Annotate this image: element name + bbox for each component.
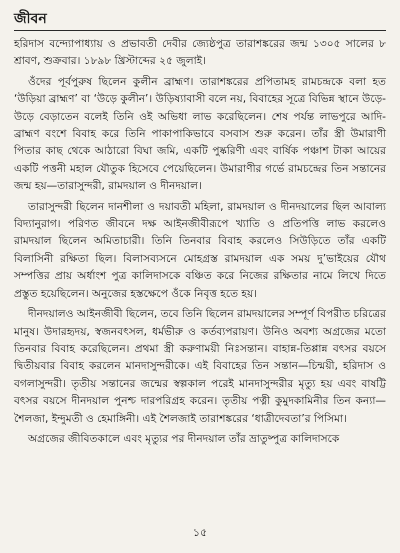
running-header	[14, 10, 386, 31]
paragraph-birth: হরিদাস বন্দ্যোপাধ্যায় ও প্রভাবতী দেবীর জ্যেষ্ঠপুত্র তারাশঙ্করের জন্ম ১৩০৫ সালের ৮ শ্রাবণ, শুক্রবার। ১৮৯৮ খ্রিস্টাব্দের ২৫ জুলাই।	[14, 38, 386, 68]
paragraph-taramasundari-ramdayal: তারাসুন্দরী ছিলেন দানশীলা ও দয়াবতী মহিলা, রামদয়াল ও দীনদয়ালের ছিল আবাল্য বিদ্যানুরাগ। পরিণত জীবনে দক্ষ আইনজীবীরূপে খ্যাতি ও প্রতিপত্তি লাভ করলেও রামদয়াল ছিলেন অমিতাচারী। তিনি তিনবার বিবাহ করলেও সিউড়িতে তাঁর একটি বিলাসিনী রক্ষিতা ছিল। বিলাসব্যসনে মোহগ্রস্ত রামদয়াল এক সময় দু’ভাইয়ের যৌথ সম্পত্তির প্রায় অর্ধাংশ পুত্র কালিদাসকে বঞ্চিত করে নিজের রক্ষিতার নামে লিখে দিতে প্রস্তুত হয়েছিলেন। অনুজের হস্তক্ষেপে ওঁকে নিবৃত্ত হতে হয়।	[14, 200, 386, 300]
paragraph-continuation: অগ্রজের জীবিতকালে এবং মৃত্যুর পর দীনদয়াল তাঁর ভ্রাতুষ্পুত্র কালিদাসকে	[28, 432, 340, 445]
section-title: জীবন	[14, 11, 47, 27]
paragraph-dinadayal: দীনদয়ালও আইনজীবী ছিলেন, তবে তিনি ছিলেন রামদয়ালের সম্পূর্ণ বিপরীত চরিত্রের মানুষ। উদারহৃদয়, স্বজনবৎসল, ধর্মভীরু ও কর্তব্যপরায়ণ। উনিও অবশ্য অগ্রজের মতো তিনবার বিবাহ করেছিলেন। প্রথমা স্ত্রী করুণাময়ী নিঃসন্তান। বাহান্ন-তিপ্পান্ন বৎসর বয়সে দ্বিতীয়বার বিবাহ করলেন মানদাসুন্দরীকে। এই বিবাহের তিন সন্তান—চিন্ময়ী, হরিদাস ও বগলাসুন্দরী। তৃতীয় সন্তানের জন্মের স্বল্পকাল পরেই মানদাসুন্দরীর মৃত্যু হয় এবং বাষট্টি বৎসর বয়সে দীনদয়াল পুনশ্চ দারপরিগ্রহ করেন। তৃতীয় পত্নী কুমুদকামিনীর তিন কন্যা—শৈলজা, ইন্দুমতী ও হেমাঙ্গিনী। এই শৈলজাই তারাশঙ্করের ‘ধাত্রীদেবতা’র পিসিমা।	[14, 308, 386, 425]
page-number: ১৫	[192, 526, 208, 539]
paragraph-ancestry: ওঁদের পূর্বপুরুষ ছিলেন কুলীন ব্রাহ্মণ। তারাশঙ্করের প্রপিতামহ রামচন্দ্রকে বলা হত ‘উড়িয়া ব্রাহ্মণ’ বা ‘উড়ে কুলীন’। উড়িষ্যাবাসী বলে নয়, বিবাহের সূত্রে বিভিন্ন স্থানে উড়ে-উড়ে বেড়াতেন বলেই তিনি ওই অভিধা লাভ করেছিলেন। শেষ পর্যন্ত লাভপুরে আদি-ব্রাহ্মণ বংশে বিবাহ করে তিনি পাকাপাকিভাবে বসবাস শুরু করেন। তাঁর স্ত্রী উমারাণী পিতার কাছ থেকে আঠারো বিঘা জমি, একটি পুষ্করিণী এবং বার্ষিক পঞ্চাশ টাকা আয়ের একটি পত্তনী মহাল যৌতুক হিসেবে পেয়েছিলেন। উমারাণীর গর্ভে রামচন্দ্রের তিন সন্তানের জন্ম হয়—তারাসুন্দরী, রামদয়াল ও দীনদয়াল।	[14, 75, 386, 193]
